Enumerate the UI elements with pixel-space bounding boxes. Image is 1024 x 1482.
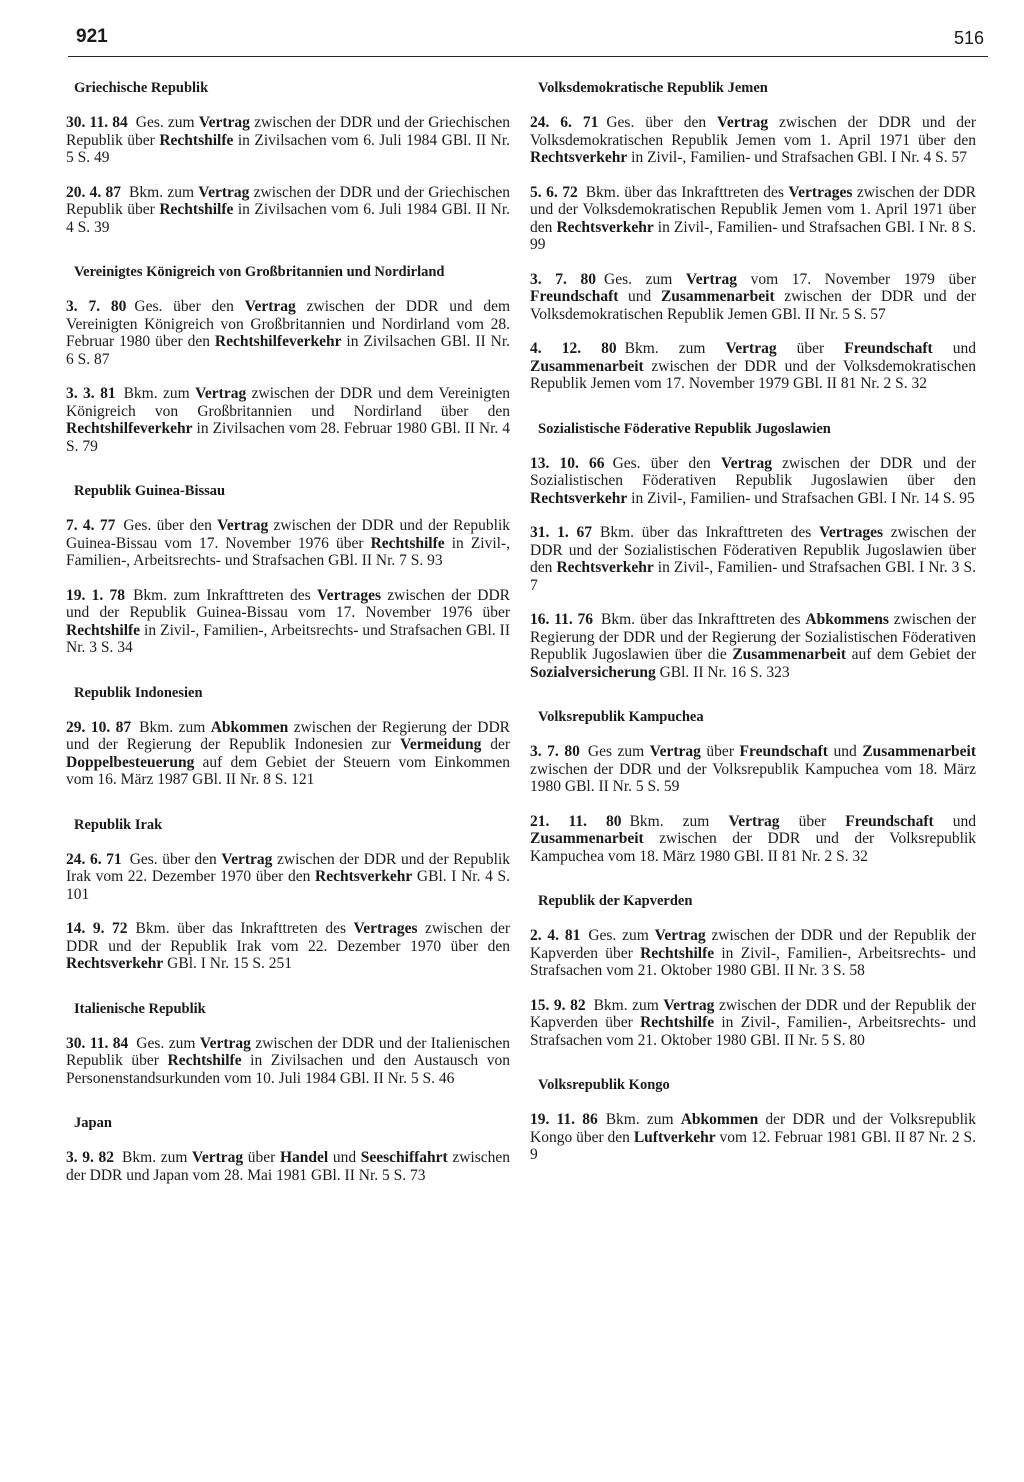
entry-text: GBl. I Nr. 15 S. 251 (163, 955, 293, 972)
section (66, 264, 510, 455)
entry-text: Bkm. über das Inkrafttreten des (600, 524, 820, 541)
entry-keyword: Vermeidung (400, 736, 482, 753)
entry-text: in Zivil-, Familien- und Strafsachen GBl. I Nr. 8 S. 99 (530, 218, 976, 253)
entry (530, 340, 976, 393)
entry-date: 5. 6. 72 (530, 183, 578, 201)
entry-date: 20. 4. 87 (66, 183, 122, 201)
entry-text: zwischen der DDR und der Volksdemokratischen Republik Jemen GBl. II Nr. 5 S. 57 (530, 288, 976, 323)
entry-text: in Zivilsachen vom 28. Februar 1980 GBl. II Nr. 4 S. 79 (66, 420, 510, 455)
entry-text: in Zivil-, Familien- und Strafsachen GBl. I Nr. 14 S. 95 (627, 489, 975, 507)
entry-text: der (481, 736, 511, 753)
entry-text: Ges. zum (136, 1034, 200, 1052)
entry-text: Ges. über den (606, 114, 718, 131)
entry-text: zwischen der DDR und der Volksdemokratischen Republik Jemen vom 17. November 1979 GBl. II 81 Nr. 2 S. 32 (530, 357, 976, 392)
entry (66, 1149, 510, 1184)
entry-text: Bkm. über das Inkrafttreten des (135, 920, 354, 937)
entry-keyword: Rechtshilfeverkehr (66, 420, 193, 437)
entry-text: zwischen der DDR und der Republik Guinea-Bissau vom 17. November 1976 über (66, 517, 511, 552)
entry-text: GBl. I Nr. 4 S. 101 (66, 868, 510, 903)
section-title: Griechische Republik (74, 80, 209, 96)
section-title: Volksrepublik Kongo (538, 1077, 670, 1093)
entry (66, 517, 510, 570)
entry-date: 3. 3. 81 (66, 385, 116, 402)
entry-keyword: Vertrages (353, 920, 418, 937)
entry (530, 743, 976, 796)
entry (66, 184, 510, 237)
entry (530, 271, 976, 324)
entry (530, 813, 976, 866)
entry-keyword: Freundschaft (844, 340, 933, 357)
entry-keyword: Rechtshilfe (640, 1014, 715, 1031)
entry-text: zwischen der DDR und der Volksdemokratischen Republik Jemen vom 1. April 1971 über den (530, 114, 976, 149)
entry-date: 3. 7. 80 (530, 270, 596, 288)
entry-keyword: Sozialversicherung (530, 663, 656, 681)
section (66, 80, 510, 236)
entry-keyword: Abkommen (210, 718, 289, 736)
entry (530, 114, 976, 167)
entry-keyword: Doppelbesteuerung (66, 753, 195, 771)
entry-keyword: Freundschaft (845, 812, 934, 830)
entry-keyword: Rechtsverkehr (556, 218, 654, 236)
entry-keyword: Vertrag (725, 340, 777, 357)
entry-keyword: Zusammenarbeit (530, 357, 644, 375)
section (66, 1115, 510, 1184)
page-number-left: 921 (76, 26, 108, 47)
entry-keyword: Zusammenarbeit (862, 743, 977, 760)
entry-text: in Zivilsachen vom 6. Juli 1984 GBl. II Nr. 5 S. 49 (66, 131, 510, 166)
entry (66, 719, 510, 789)
entry-text: zwischen der DDR und dem Vereinigten Königreich von Großbritannien und Nordirland über den (66, 385, 511, 420)
entry-text: und (618, 288, 661, 305)
section (530, 421, 976, 682)
entry-text: Bkm. zum (593, 996, 664, 1014)
entry-date: 3. 7. 80 (66, 298, 127, 315)
entry-keyword: Rechtshilfe (167, 1052, 242, 1069)
entry-text: in Zivil-, Familien-, Arbeitsrechts- und Strafsachen vom 21. Oktober 1980 GBl. II Nr. 3 S. 58 (530, 944, 976, 979)
entry-keyword: Vertrages (788, 183, 853, 201)
entry-text: und (933, 812, 976, 830)
entry-text: GBl. II Nr. 16 S. 323 (655, 663, 790, 681)
entry-date: 30. 11. 84 (66, 1034, 129, 1052)
entry-text: zwischen der DDR und der Volksrepublik Kampuchea vom 18. März 1980 GBl. II 81 Nr. 2 S. 32 (530, 830, 976, 865)
entry-keyword: Zusammenarbeit (660, 288, 775, 305)
entry-keyword: Vertrag (663, 996, 715, 1014)
entry-keyword: Zusammenarbeit (732, 646, 847, 663)
entry-text: über (243, 1149, 280, 1166)
entry (530, 184, 976, 254)
entry-text: zwischen der Regierung der DDR und der Regierung der Sozialistischen Föderativen Republik Jugoslawien über die (530, 611, 976, 663)
left-column (66, 80, 510, 1212)
entry-text: zwischen der DDR und dem Vereinigten Königreich von Großbritannien und Nordirland vom 28. Februar 1980 über den (66, 298, 511, 350)
entry-date: 3. 7. 80 (530, 743, 580, 760)
entry-text: und (328, 1149, 361, 1166)
entry-text: zwischen der DDR und der Republik Guinea-Bissau vom 17. November 1976 über (66, 586, 511, 621)
entry-text: auf dem Gebiet der Steuern vom Einkommen vom 16. März 1987 GBl. II Nr. 8 S. 121 (66, 753, 510, 788)
entry-text: Ges. über den (123, 517, 218, 534)
entry-keyword: Vertrages (819, 524, 884, 541)
section-title: Republik Guinea-Bissau (74, 483, 226, 499)
entry-keyword: Handel (279, 1149, 329, 1166)
entry-text: vom 17. November 1979 über (737, 270, 977, 288)
entry-keyword: Seeschiffahrt (360, 1149, 448, 1166)
entry (530, 524, 976, 594)
entry-text: zwischen der Regierung der DDR und der Regierung der Republik Indonesien zur (66, 718, 510, 753)
entry-text: Bkm. zum (129, 183, 199, 201)
entry-date: 19. 1. 78 (66, 586, 126, 604)
entry (66, 385, 510, 455)
entry-text: zwischen der DDR und der Italienischen Republik über (66, 1034, 510, 1069)
entry (66, 1035, 510, 1088)
page-number-right: 516 (953, 28, 984, 48)
entry-keyword: Zusammenarbeit (530, 830, 644, 847)
section-title: Vereinigtes Königreich von Großbritannien und Nordirland (74, 264, 445, 280)
entry-keyword: Luftverkehr (633, 1128, 716, 1146)
entry-keyword: Vertrag (728, 812, 780, 830)
entry-keyword: Vertrag (198, 183, 250, 201)
entry-date: 4. 12. 80 (530, 340, 617, 357)
entry-text: zwischen der DDR und der Volksrepublik Kampuchea vom 18. März 1980 GBl. II Nr. 5 S. 59 (530, 760, 976, 795)
entry-text: Bkm. zum (122, 1149, 193, 1166)
entry (66, 298, 510, 368)
section (530, 893, 976, 1049)
entry-date: 21. 11. 80 (530, 812, 622, 830)
entry-keyword: Vertrag (717, 114, 769, 131)
entry-text: zwischen der DDR und der Republik der Kapverden über (530, 996, 976, 1031)
entry-text: in Zivil-, Familien- und Strafsachen GBl. I Nr. 4 S. 57 (627, 149, 967, 166)
entry-text: zwischen der DDR und der Republik der Kapverden über (530, 927, 977, 962)
entry-text: Ges. über den (134, 298, 245, 315)
entry (530, 1111, 976, 1164)
entry-text: und (932, 340, 977, 357)
entry (530, 455, 976, 508)
entry-text: der DDR und der Volksrepublik Kongo über den (530, 1111, 976, 1146)
entry-text: Bkm. über das Inkrafttreten des (601, 611, 806, 628)
entry-date: 29. 10. 87 (66, 718, 132, 736)
entry-text: zwischen der DDR und der Volksdemokratischen Republik Jemen vom 1. April 1971 über den (530, 183, 976, 236)
entry-keyword: Vertrag (199, 1034, 251, 1052)
section (530, 80, 976, 393)
entry-text: über (776, 340, 845, 357)
entry-keyword: Abkommen (680, 1111, 759, 1128)
entry-text: in Zivil-, Familien-, Arbeitsrechts- und Strafsachen GBl. II Nr. 3 S. 34 (66, 621, 510, 656)
entry-text: Bkm. zum (139, 718, 211, 736)
entry-date: 3. 9. 82 (66, 1149, 115, 1166)
entry-keyword: Vertrag (221, 850, 273, 868)
section-title: Volksrepublik Kampuchea (538, 709, 704, 725)
entry-text: zwischen der DDR und der Republik Irak vom 22. Dezember 1970 über den (66, 920, 510, 955)
section (66, 483, 510, 657)
entry (66, 587, 510, 657)
entry-keyword: Vertrages (317, 586, 381, 604)
entry-date: 7. 4. 77 (66, 517, 116, 534)
entry-text: in Zivilsachen und den Austausch von Personenstandsurkunden vom 10. Juli 1984 GBl. II Nr. 5 S. 46 (66, 1052, 510, 1087)
entry-keyword: Vertrag (654, 927, 706, 944)
section-title: Republik Indonesien (74, 684, 203, 701)
entry-keyword: Freundschaft (739, 743, 828, 760)
entry-keyword: Vertrag (217, 517, 269, 534)
entry-text: über (700, 743, 740, 760)
entry-date: 16. 11. 76 (530, 611, 594, 628)
entry-date: 14. 9. 72 (66, 920, 128, 937)
entry-keyword: Rechtshilfe (159, 201, 234, 218)
entry-text: zwischen der DDR und der Sozialistischen Föderativen Republik Jugoslawien über den (530, 454, 977, 489)
entry-keyword: Vertrag (198, 114, 250, 131)
entry-text: in Zivilsachen vom 6. Juli 1984 GBl. II Nr. 4 S. 39 (66, 201, 510, 236)
entry-text: zwischen der DDR und der Sozialistischen Föderativen Republik Jugoslawien über den (530, 524, 977, 576)
entry-keyword: Rechtsverkehr (530, 489, 628, 507)
entry (530, 611, 976, 681)
page-header (68, 20, 988, 57)
entry-text: Ges. zum (135, 114, 199, 131)
entry-text: und (827, 743, 863, 760)
entry-keyword: Vertrag (720, 454, 773, 472)
entry-date: 24. 6. 71 (66, 850, 122, 868)
entry-keyword: Vertrag (244, 298, 296, 315)
entry-date: 31. 1. 67 (530, 524, 592, 541)
section-title: Volksdemokratische Republik Jemen (538, 80, 768, 96)
entry (66, 114, 510, 167)
entry-text: zwischen der DDR und der Griechischen Republik über (66, 183, 510, 218)
entry (530, 927, 976, 980)
section-title: Republik der Kapverden (538, 893, 693, 909)
entry-keyword: Vertrag (195, 385, 247, 402)
section-title: Republik Irak (74, 816, 163, 833)
entry-text: Bkm. über das Inkrafttreten des (585, 183, 789, 201)
entry-keyword: Rechtshilfe (370, 534, 445, 552)
entry-text: zwischen der DDR und Japan vom 28. Mai 1981 GBl. II Nr. 5 S. 73 (66, 1149, 511, 1184)
entry-keyword: Vertrag (685, 270, 737, 288)
section (66, 685, 510, 789)
entry-text: Bkm. zum Inkrafttreten des (133, 586, 317, 604)
entry-keyword: Vertrag (192, 1149, 244, 1166)
entry-text: Bkm. zum (123, 385, 196, 402)
entry-keyword: Freundschaft (530, 288, 619, 305)
entry-text: in Zivil-, Familien- und Strafsachen GBl. I Nr. 3 S. 7 (530, 559, 976, 594)
entry-text: Ges. über den (612, 454, 721, 472)
entry-keyword: Abkommens (805, 611, 889, 628)
entry-text: zwischen der DDR und der Griechischen Republik über (66, 114, 510, 149)
entry-text: zwischen der DDR und der Republik Irak vom 22. Dezember 1970 über den (66, 850, 511, 885)
entry-text: Bkm. zum (629, 812, 729, 830)
section-title: Sozialistische Föderative Republik Jugoslawien (538, 420, 831, 437)
section (66, 1001, 510, 1088)
entry-keyword: Rechtshilfe (640, 944, 715, 962)
entry-keyword: Rechtshilfe (159, 131, 234, 149)
entry-text: Ges. zum (588, 927, 655, 944)
entry-text: in Zivilsachen GBl. II Nr. 6 S. 87 (66, 333, 511, 368)
entry-text: Ges. zum (604, 270, 686, 288)
entry (66, 920, 510, 973)
section-title: Japan (74, 1115, 112, 1131)
entry-text: Bkm. zum (624, 340, 726, 357)
entry-text: über (779, 812, 846, 830)
right-column (530, 80, 976, 1192)
entry-keyword: Vertrag (649, 743, 701, 760)
entry-keyword: Rechtshilfeverkehr (214, 333, 342, 350)
section (66, 817, 510, 973)
entry-keyword: Rechtshilfe (66, 621, 141, 639)
entry-date: 15. 9. 82 (530, 996, 586, 1014)
entry-text: Bkm. zum (605, 1111, 681, 1128)
section (530, 709, 976, 865)
entry-text: in Zivil-, Familien-, Arbeitsrechts- und Strafsachen vom 21. Oktober 1980 GBl. II Nr. 5 S. 80 (530, 1014, 976, 1049)
entry-keyword: Rechtsverkehr (66, 955, 164, 972)
entry-date: 2. 4. 81 (530, 927, 581, 944)
section (530, 1077, 976, 1164)
entry-text: auf dem Gebiet der (846, 646, 976, 663)
entry-keyword: Rechtsverkehr (530, 149, 628, 166)
entry-date: 19. 11. 86 (530, 1111, 598, 1128)
entry-text: Ges. über den (129, 850, 222, 868)
section-title: Italienische Republik (74, 1000, 206, 1017)
entry (66, 851, 510, 904)
entry-date: 30. 11. 84 (66, 114, 128, 131)
entry-keyword: Rechtsverkehr (556, 559, 654, 576)
entry-date: 13. 10. 66 (530, 454, 605, 472)
entry-date: 24. 6. 71 (530, 114, 599, 131)
entry-text: Ges zum (587, 743, 650, 760)
entry (530, 997, 976, 1050)
entry-text: in Zivil-, Familien-, Arbeitsrechts- und Strafsachen GBl. II Nr. 7 S. 93 (66, 534, 510, 569)
entry-keyword: Rechtsverkehr (315, 868, 413, 885)
entry-text: vom 12. Februar 1981 GBl. II 87 Nr. 2 S. 9 (530, 1128, 976, 1163)
